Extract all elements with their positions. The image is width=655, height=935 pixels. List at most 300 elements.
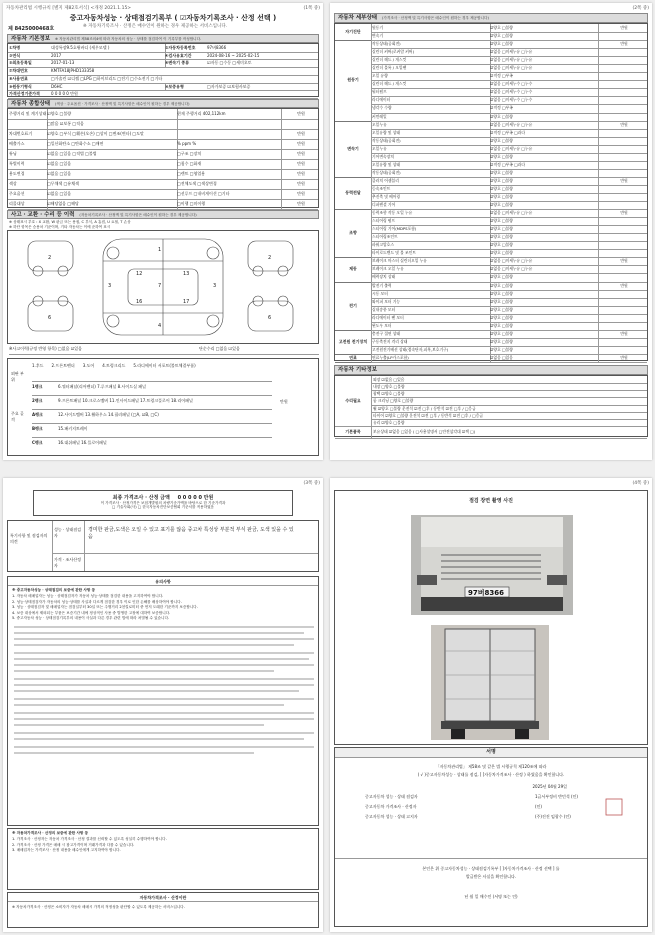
panel-rank-row: [32, 381, 272, 390]
detail-item: 스티어링조인트: [371, 233, 491, 241]
car-diagram: [7, 230, 319, 344]
basic-info-cell: [8, 67, 318, 75]
detail-price: [597, 56, 647, 64]
status-price: 만원: [280, 129, 318, 139]
detail-state: ☑없음 □미세누유 □누유: [489, 48, 599, 56]
detail-item: 충전구 절연 상태: [371, 330, 491, 338]
detail-state: ☑양호 □불량: [489, 298, 599, 306]
page-3: [3, 478, 323, 932]
major-frame-label: 주요 골격: [11, 411, 24, 422]
svg-text:7: 7: [158, 283, 162, 289]
notice-line: 3. 성능 · 상태점검자 및 매매업자는 점검일부터 30일 또는 주행거리 2천킬로미터 중 먼저 도래한 기준까지 보증합니다.: [12, 605, 198, 610]
detail-state: ☑양호 □불량: [489, 322, 599, 330]
notice-line: 4. 보증 대상에서 제외되는 부품은 보증기간 내에 정상적인 사용 중 발생한 고장에 대하여 보증합니다.: [12, 610, 171, 615]
detail-price: [597, 153, 647, 161]
status-detail: □침수 □화재: [176, 159, 282, 169]
detail-price: [597, 145, 647, 153]
signer-row: [355, 794, 627, 802]
basic-info-cell: [8, 59, 166, 67]
basic-info-cell: [8, 75, 318, 83]
inspector-opinion-label: 성능 · 상태점검자: [54, 527, 81, 538]
detail-item: 윈도우 모터: [371, 322, 491, 330]
detail-state: ☑양호 □불량: [489, 282, 599, 290]
detail-item: 발전기 출력: [371, 282, 491, 290]
status-state: ☑양호 □불량: [46, 109, 178, 119]
detail-item: 오일누유: [371, 121, 491, 129]
detail-price: [597, 225, 647, 233]
final-price-note-2: □ 기술사회(사) □ 한국자동차진단보증협회 기준서를 적용하였음: [111, 505, 215, 510]
notice-line: 1. 자동차 매매업자는 성능 · 상태점검자가 자동차 성능·상태를 점검한 내용을 고지하여야 합니다.: [12, 594, 164, 599]
signer-role: 중고자동차 가격조사 · 산정자: [365, 804, 417, 809]
basic-info-label: ①차명: [9, 45, 21, 50]
basic-info-label: ④검사유효기간: [165, 52, 192, 58]
detail-state: ☑양호 □불량: [489, 185, 599, 193]
outer-part-name: 3.도어: [82, 363, 95, 368]
price-notice-line: 3. 매매업자는 가격조사 · 산정 내용을 매수인에게 고지하여야 합니다.: [12, 848, 121, 853]
notice-title: 유의사항: [8, 579, 318, 586]
detail-item: 라디에이터: [371, 96, 491, 104]
detail-table: [334, 23, 648, 361]
detail-state: ☑없음 □있음: [489, 354, 599, 362]
detail-item: 브레이크 오일 누유: [371, 265, 491, 273]
detail-price: [597, 96, 647, 104]
panel-rank-row: [32, 423, 272, 432]
detail-price: 만원: [620, 177, 628, 183]
accident-legend: ※ 상태표시 부호 : X 교환, W 판금 또는 용접, C 부식, A 흠집, U 요철, T 손상: [9, 220, 131, 224]
form-title: 중고자동차성능 · 상태점검기록부 ( ☑자동차기록조사 · 산정 선택 ): [69, 14, 277, 22]
detail-state: ☑없음 □미세누유 □누유: [489, 145, 599, 153]
status-price: 만원: [280, 189, 318, 199]
final-price-box: [33, 490, 293, 516]
detail-state: ☑양호 □불량: [489, 193, 599, 201]
detail-state: ☑없음 □미세누수 □누수: [489, 88, 599, 96]
detail-state: ☑양호 □불량: [489, 338, 599, 346]
basic-info-value: 대성특장9.5호윙바디 (세우모델 ): [51, 45, 110, 50]
detail-state: ☑양호 □불량: [489, 233, 599, 241]
basic-info-value: 0 0 0 0 0 만원: [51, 91, 78, 97]
detail-price: 만원: [620, 354, 628, 360]
basic-info-row: [8, 90, 318, 99]
detail-item: 클러치 어셈블리: [371, 177, 491, 185]
detail-state: ☑없음 □미세누유 □누유: [489, 265, 599, 273]
detail-price: [597, 290, 647, 298]
detail-price: [597, 273, 647, 281]
other-info-item: 외장 ☑없음 □있음: [371, 376, 647, 384]
status-price: 만원: [280, 149, 318, 159]
price-definition-box: [7, 892, 319, 928]
status-state: ☑없음 □있음 □적법 □불법: [46, 149, 178, 159]
detail-price: 만원: [620, 41, 628, 47]
detail-item: 실린더 블록 / 오일팬: [371, 64, 491, 72]
outer-parts-list: [32, 363, 272, 369]
signature-title: 서명: [335, 748, 647, 758]
status-item: 차대번호표기: [8, 129, 48, 139]
outer-panel-label: 외판 부위: [11, 371, 24, 382]
detail-item: 고전원전기배선 상태(접속단자,피복,보호기구): [371, 346, 491, 354]
status-item: 배출가스: [8, 139, 48, 149]
page-number: (3쪽 중): [303, 481, 320, 486]
other-info-header: [334, 365, 648, 375]
signer-list: [335, 794, 647, 822]
detail-price: [597, 32, 647, 40]
detail-state: ☑적정 □부족 □과다: [489, 129, 599, 137]
outer-part-name: 5.라디에이터 서포트(볼트체결부품): [133, 363, 196, 368]
detail-price: [597, 241, 647, 249]
detail-item: 원동기: [371, 24, 491, 32]
status-price: 만원: [280, 199, 318, 209]
signer-row: [355, 814, 627, 822]
notice-line: 5. 중고자동차 성능 · 상태점검기록부의 내용이 사실과 다른 경우 관련 법에 따라 처벌될 수 있습니다.: [12, 616, 170, 621]
status-state: ☑없음 □있음: [46, 159, 178, 169]
status-item: 주행거리 및 계기상태: [8, 109, 48, 119]
status-item: 주요옵션: [8, 189, 48, 199]
status-state: □일산화탄소 □탄화수소 □매연: [46, 139, 178, 149]
other-info-table: [334, 375, 648, 437]
notice-line: 2. 성능·상태점검자가 자동차의 성능·상태를 사실과 다르게 점검한 경우 이로 인한 손해를 배상하여야 합니다.: [12, 599, 182, 604]
signer-name: 1급서부정비 반민석 (인): [535, 794, 578, 799]
status-state: ☑없음 □있음: [46, 189, 178, 199]
detail-price: [597, 322, 647, 330]
status-item: 용도변경: [8, 169, 48, 179]
status-item: 특별이력: [8, 159, 48, 169]
basic-info-value: 2017: [51, 52, 62, 58]
detail-item: 스티어링 펌프: [371, 217, 491, 225]
other-info-item: 광택 ☑양호 □불량: [371, 390, 647, 398]
price-notice-line: 1. 가격조사 · 산정자는 자동차 가격조사 · 산정 결과를 신뢰할 수 있도록 성실히 수행하여야 합니다.: [12, 837, 167, 842]
detail-state: ☑없음 □미세누유 □누유: [489, 64, 599, 72]
basic-info-label: ②자동차등록번호: [165, 45, 196, 50]
panel-items: 12.사이드멤버 13.휠하우스 14.필러패널 (□A, ☑B, □C): [58, 412, 159, 417]
detail-state: ☑양호 □불량: [489, 153, 599, 161]
other-info-title: 자동차 기타정보: [338, 367, 378, 373]
detail-state: ☑양호 □불량: [489, 273, 599, 281]
detail-section-name: 변속기: [335, 121, 372, 178]
status-item: 색상: [8, 179, 48, 189]
detail-state: ☑없음 □미세누수 □누수: [489, 96, 599, 104]
accident-note: (자동차기록조사 · 산정액 및 특기사항은 매수인이 원하는 경우 제공합니다): [79, 213, 197, 217]
svg-text:16: 16: [136, 299, 143, 305]
svg-text:3: 3: [108, 283, 112, 289]
detail-price: [597, 249, 647, 257]
other-info-item: 내장 □양호 □불량: [371, 383, 647, 391]
status-detail: □렌트 □영업용: [176, 169, 282, 179]
svg-text:3: 3: [213, 283, 217, 289]
svg-text:13: 13: [183, 271, 190, 277]
outer-part-name: 4.트렁크리드: [102, 363, 126, 368]
detail-state: ☑양호 □불량: [489, 346, 599, 354]
status-item: [8, 119, 48, 129]
status-price: 만원: [280, 169, 318, 179]
accident-title: 사고 · 교환 · 수리 등 이력: [11, 212, 75, 218]
status-state: □무채색 □유채색: [46, 179, 178, 189]
basic-info-cell: [164, 44, 318, 52]
panel-rank-row: [32, 395, 272, 404]
detail-state: ☑양호 □불량: [489, 290, 599, 298]
detail-price: [597, 161, 647, 169]
detail-item: 오일누유: [371, 145, 491, 153]
detail-item: 라디에이터 팬 모터: [371, 314, 491, 322]
detail-state: ☑양호 □불량: [489, 113, 599, 121]
status-state: □많음 ☑보통 □적음: [46, 119, 178, 129]
accident-legend-2: ※ 하단 항목은 승용차 기준이며, 기타 자동차는 이에 준하여 표시: [9, 225, 111, 229]
detail-price: [597, 233, 647, 241]
detail-item: 실린더 커버(로커암 커버): [371, 48, 491, 56]
status-header: [7, 99, 319, 108]
price-notice-box: [7, 828, 319, 890]
detail-state: ☑없음 □미세누유 □누유: [489, 56, 599, 64]
basic-info-label: ⑩보증유형: [165, 83, 184, 89]
detail-item: 실린더 헤드 / 개스킷: [371, 80, 491, 88]
detail-state: ☑양호 □불량: [489, 249, 599, 257]
page-2: [330, 3, 652, 460]
document-number: 제 8425000468호: [8, 26, 55, 32]
price-notice-line: 2. 가격조사 · 산정 가격은 매매 시 참고가격이며 거래가격과 다를 수 있습니다.: [12, 842, 135, 847]
detail-state: ☑양호 □불량: [489, 306, 599, 314]
status-title: 자동차 종합상태: [11, 101, 51, 107]
detail-price: [597, 80, 647, 88]
detail-section-name: 동력전달: [335, 177, 372, 210]
detail-state: ☑양호 □불량: [489, 330, 599, 338]
detail-note: (가격조사 · 산정액 및 특기사항은 매수인이 원하는 경우 제공합니다): [382, 16, 489, 20]
panel-items: 15.패키지트레이: [58, 426, 88, 431]
detail-item: 디퍼렌셜 기어: [371, 201, 491, 209]
detail-price: [597, 338, 647, 346]
accident-summary: [9, 346, 319, 355]
status-price: 만원: [280, 179, 318, 189]
basic-info-cell: [8, 90, 318, 98]
basic-info-cell: [164, 59, 318, 67]
detail-item: 오일유량 및 상태: [371, 161, 491, 169]
accident-header: [7, 210, 319, 219]
other-info-item: 타이어 ☑양호 □불량 운전석 ☑전 □후 / 동반석 ☑전 □후 / □응급: [371, 412, 647, 420]
detail-section-name: 자기진단: [335, 24, 372, 41]
parts-price-label: 만원: [280, 399, 288, 404]
detail-price: 만원: [620, 258, 628, 264]
detail-price: [597, 306, 647, 314]
status-item: 리콜대상: [8, 199, 48, 209]
detail-state: ☑양호 □불량: [489, 201, 599, 209]
detail-state: ☑적정 □부족: [489, 72, 599, 80]
detail-item: 스티어링 기어(MDPS포함): [371, 225, 491, 233]
svg-text:4: 4: [158, 323, 162, 329]
form-reference: 자동차관리법 시행규칙 [별지 제82호서식] <개정 2021.1.15>: [6, 6, 132, 11]
price-definition-title: 자동차가격조사 · 산정이란: [8, 895, 318, 902]
panel-rank: B랭크: [32, 426, 43, 431]
detail-item: 작동상태(공회전): [371, 40, 491, 48]
other-info-item: 룸 크리닝 □양호 □불량: [371, 397, 647, 405]
other-info-item: 유리 ☑양호 □불량: [371, 419, 647, 427]
basic-info-table: [7, 43, 319, 97]
panel-items: 6.쿼터패널(리어펜더) 7.루프패널 8.사이드실 패널: [58, 384, 146, 389]
detail-state: ☑양호 □불량: [489, 137, 599, 145]
truck-rear-photo: [431, 625, 549, 740]
detail-state: ☑양호 □불량: [489, 177, 599, 185]
photo-frame: [334, 490, 648, 745]
detail-state: ☑양호 □불량: [489, 24, 599, 32]
svg-text:6: 6: [268, 315, 272, 321]
detail-item: 커먼레일: [371, 113, 491, 121]
svg-text:2: 2: [48, 255, 52, 261]
basic-info-value: ☑자동 □수동 □세미오토: [207, 60, 252, 66]
detail-section-name: 전기: [335, 282, 372, 331]
detail-item: 실린더 헤드 / 개스킷: [371, 56, 491, 64]
detail-item: 워터펌프: [371, 88, 491, 96]
detail-state: ☑없음 □미세누유 □누유: [489, 209, 599, 217]
detail-state: ☑양호 □불량: [489, 32, 599, 40]
status-price: 만원: [280, 159, 318, 169]
svg-text:12: 12: [136, 271, 143, 277]
signer-name: (인): [535, 804, 542, 809]
buyer-confirm-text-2: 발급받은 사실을 확인합니다.: [465, 874, 517, 879]
detail-header: [334, 13, 648, 23]
basic-info-cell: [8, 83, 166, 91]
status-price: [280, 119, 318, 129]
detail-price: 만원: [620, 210, 628, 216]
detail-item: 오일유량 및 상태: [371, 129, 491, 137]
notice-filler: [14, 621, 314, 771]
buyer-signature-line: 년 월 일 매수인 (서명 또는 인): [464, 894, 518, 899]
detail-price: 만원: [620, 330, 628, 336]
detail-item: 동력조향 작동 오일 누유: [371, 209, 491, 217]
status-detail: % ppm %: [176, 139, 282, 149]
detail-state: ☑없음 □미세누수 □누수: [489, 80, 599, 88]
detail-price: [597, 88, 647, 96]
detail-section-name: 연료: [335, 354, 372, 363]
plate-text: 97버8366: [468, 589, 504, 597]
detail-state: ☑양호 □불량: [489, 241, 599, 249]
basic-info-header: [7, 34, 319, 43]
other-info-item: 보유상태 ☑없음 □있음 ( □사용설명서 □안전삼각대 ☑잭 □): [371, 426, 647, 439]
other-info-label: 기본품목: [335, 426, 372, 439]
notice-lines: [12, 594, 314, 620]
detail-state: ☑양호 □불량: [489, 314, 599, 322]
price-definition-text: ※ 자동차가격조사 · 산정은 소비자가 자동차 매매시 가격의 적정성을 판단할 수 있도록 제공하는 서비스입니다.: [12, 905, 185, 909]
basic-info-title: 자동차 기본정보: [11, 36, 51, 42]
detail-price: [597, 265, 647, 273]
page-4: [330, 478, 652, 932]
detail-price: 만원: [620, 25, 628, 30]
detail-price: [597, 314, 647, 322]
detail-item: 등속조인트: [371, 185, 491, 193]
detail-title: 자동차 세부상태: [338, 15, 378, 21]
detail-price: [597, 185, 647, 193]
basic-info-value: 2024-08-16 ~ 2025-02-15: [207, 52, 260, 58]
detail-state: ☑적정 □부족 □과다: [489, 161, 599, 169]
detail-price: [597, 169, 647, 177]
detail-item: 실내송풍 모터: [371, 306, 491, 314]
detail-state: ☑없음 □미세누유 □누유: [489, 121, 599, 129]
basic-info-label: 가격산정기준가격: [9, 91, 40, 97]
detail-item: 작동상태(공회전): [371, 137, 491, 145]
detail-state: ☑양호 □불량: [489, 225, 599, 233]
detail-section-name: 제동: [335, 257, 372, 282]
basic-info-value: □가솔린 ☑디젤 □LPG □하이브리드 □전기 □수소전기 □기타: [51, 75, 163, 81]
page-number: (1쪽 중): [303, 6, 320, 11]
simple-repair-text: 단순수리 □없음 ☑있음: [199, 346, 240, 351]
svg-text:1: 1: [158, 247, 162, 253]
status-row: [8, 199, 318, 210]
detail-state: ☑적정 □부족: [489, 104, 599, 112]
status-price: 만원: [280, 109, 318, 119]
svg-text:6: 6: [48, 315, 52, 321]
detail-price: 만원: [620, 121, 628, 127]
basic-info-value: 2017-01-13: [51, 60, 75, 66]
svg-text:17: 17: [183, 299, 190, 305]
panel-rank-row: [32, 437, 272, 446]
detail-price: [597, 48, 647, 56]
detail-price: [597, 72, 647, 80]
basic-info-cell: [164, 83, 318, 91]
basic-info-label: ⑨원동기형식: [9, 83, 32, 89]
detail-price: [597, 129, 647, 137]
svg-text:2: 2: [268, 255, 272, 261]
other-info-item: 휠 ☑양호 □불량 운전석 ☑전 □후 / 동반석 ☑전 □후 / □응급: [371, 405, 647, 413]
car-diagram-drawing: [8, 231, 318, 343]
status-detail: □선루프 □내비게이션 □기타: [176, 189, 282, 199]
basic-info-label: ③연식: [9, 52, 21, 58]
page-1: [3, 3, 323, 460]
final-price-note-1: 이 가격조사 · 산정가격은 보험개발원의 차량기준가액을 바탕으로 한 기준가격과: [100, 501, 226, 505]
detail-row: [371, 354, 647, 363]
detail-item: 오일 유량: [371, 72, 491, 80]
signature-section: [334, 747, 648, 927]
detail-state: ☑양호 □불량: [489, 169, 599, 177]
parts-table: [7, 358, 319, 456]
basic-info-value: 97버8366: [207, 45, 227, 50]
accident-summary-text: ※사고이력(규정 반영 항목) □없음 ☑있음: [9, 346, 83, 351]
panel-rank: 1랭크: [32, 384, 43, 389]
signer-row: [355, 804, 627, 812]
status-state: ☑없음 □있음: [46, 169, 178, 179]
detail-section-name: 원동기: [335, 40, 372, 121]
truck-front-photo: [411, 515, 573, 615]
remarks-label: 특기사항 및 점검자의 의견: [10, 533, 48, 544]
basic-info-cell: [8, 52, 166, 60]
signature-date: 2025년 04월 29일: [532, 784, 567, 789]
basic-info-value: KMTFA18JPHD133358: [51, 68, 95, 74]
basic-info-label: ⑦차대번호: [9, 68, 28, 74]
other-info-label: 수리필요: [335, 376, 372, 427]
inspector-opinion-text: 경미한 판금,도색은 오일 수 있고 표기를 않음 중고차 특성상 부분적 부식 판금, 도색 있을 수 있음: [88, 527, 294, 540]
detail-state: ☑없음 □미세누유 □누유: [489, 257, 599, 265]
outer-part-name: 2.프론트펜더: [51, 363, 75, 368]
basic-info-value: D6HC: [51, 83, 63, 89]
status-detail: [176, 129, 282, 139]
panel-rank: 2랭크: [32, 398, 43, 403]
detail-state: ☑양호 □불량: [489, 217, 599, 225]
page-number: (4쪽 중): [632, 481, 649, 486]
detail-price: [597, 137, 647, 145]
status-detail: 현재 주행거리 402,112km: [176, 109, 282, 119]
detail-item: 작동상태(공회전): [371, 169, 491, 177]
detail-item: 추진축 및 베어링: [371, 193, 491, 201]
status-state: ☑해당없음 □해당: [46, 199, 178, 209]
final-price-title: 최종 가격조사 · 산정 금액: [112, 495, 170, 501]
detail-item: 시동 모터: [371, 290, 491, 298]
notice-box: [7, 576, 319, 826]
detail-price: [597, 201, 647, 209]
basic-info-label: ⑥변속기 종류: [165, 60, 190, 66]
detail-item: 브레이크 마스터 실린더오일 누유: [371, 257, 491, 265]
detail-state: ☑양호 □불량: [489, 40, 599, 48]
panel-items: 9.프론트패널 10.크로스멤버 11.인사이드패널 17.트렁크플로어 18.리어패널: [58, 398, 193, 403]
basic-info-label: ⑤최초등록일: [9, 60, 32, 66]
price-opinion-label: 가격 · 조사산정자: [54, 557, 81, 568]
status-state: ☑양호 □부식 □훼손(오손) □상이 □변조(변타) □도말: [46, 129, 178, 139]
form-subtitle: ※ 자동차기록조사 · 산정은 매수인이 원하는 경우 제공하는 서비스입니다.: [83, 24, 228, 29]
panel-rank: A랭크: [32, 412, 43, 417]
buyer-confirm-text: 본인은 위 중고자동차성능 · 상태점검기록부 [ ]자동차가격조사 · 산정 선택 ] 를: [422, 866, 560, 871]
